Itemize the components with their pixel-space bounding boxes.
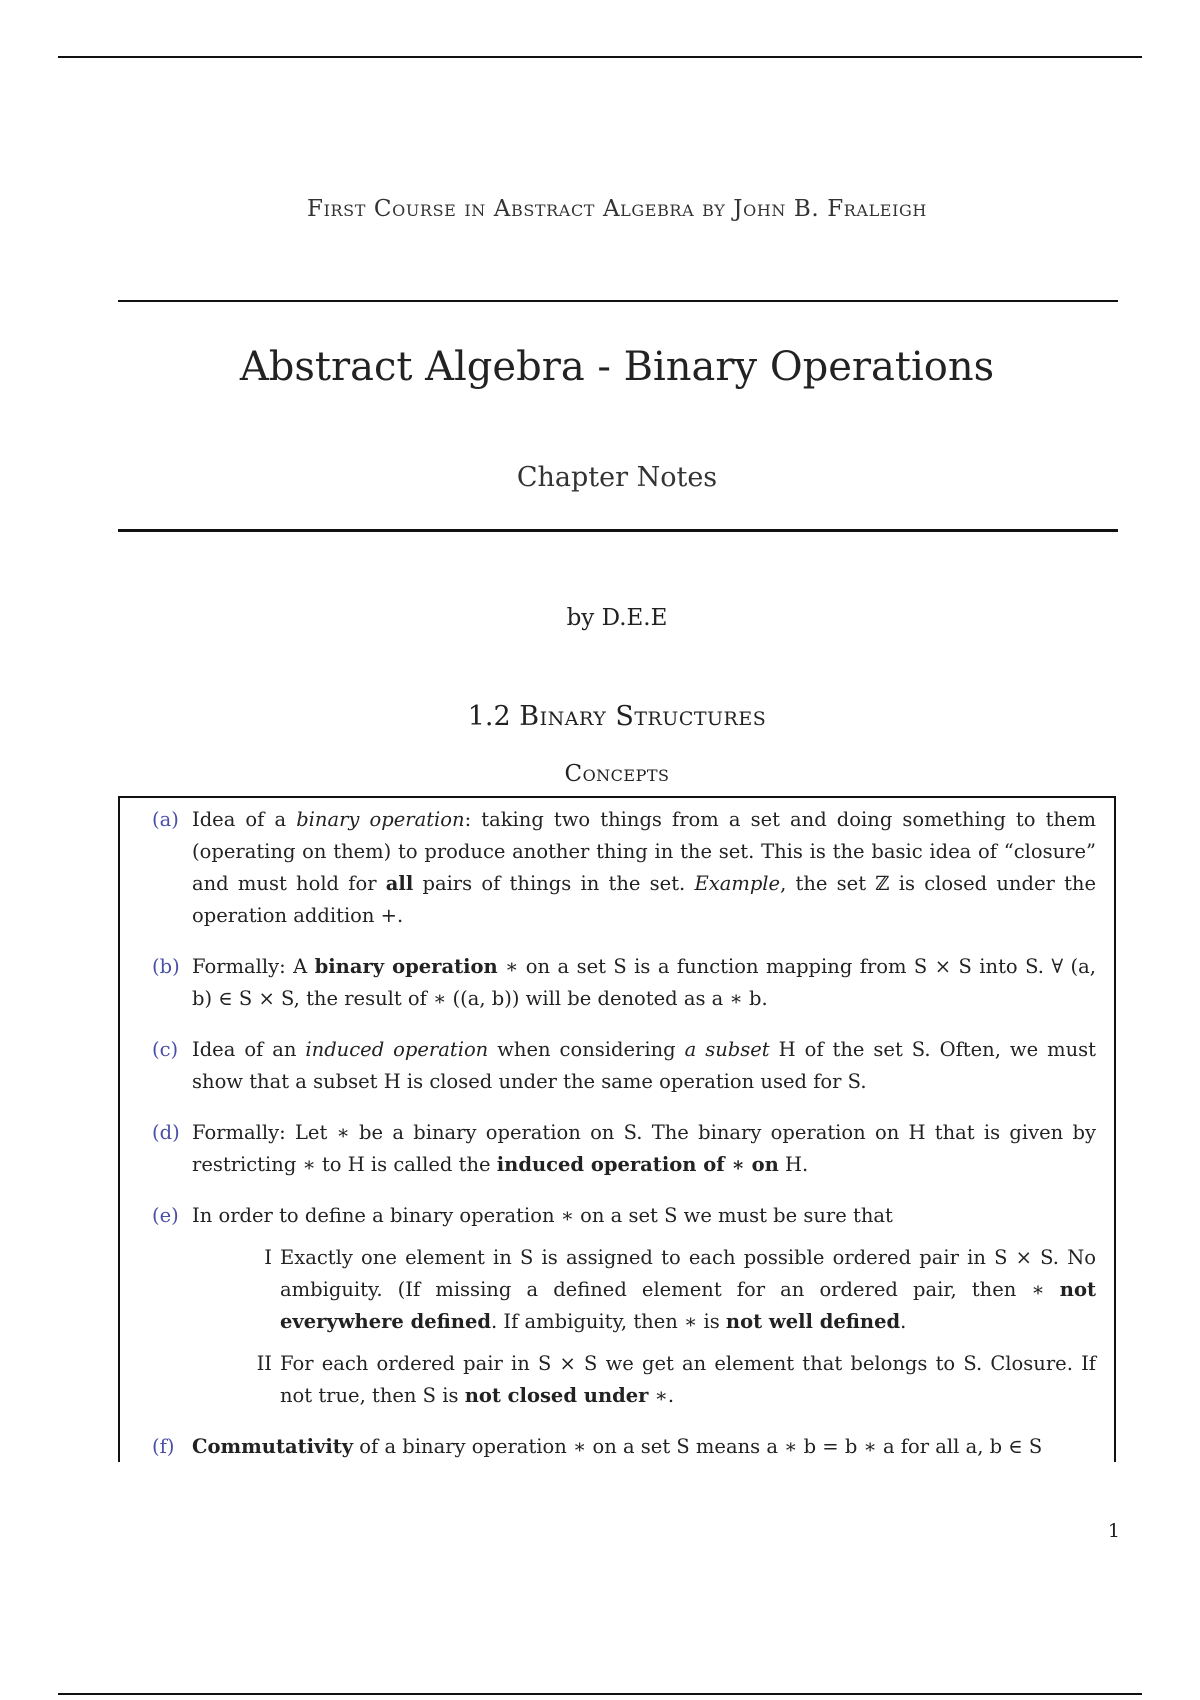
concept-item-d: (d) Formally: Let ∗ be a binary operation on S. The binary operation on H that is given by restricting ∗ to H is called the induced operation of ∗ on H. <box>152 1117 1096 1181</box>
concept-subitem-I: I Exactly one element in S is assigned to each possible ordered pair in S × S. No ambiguity. (If missing a defined element for an ordered pair, then ∗ not everywhere defined. If ambiguity, then ∗ is not well defined. <box>192 1242 1096 1338</box>
subitem-label: II <box>256 1352 272 1375</box>
concept-item-b: (b) Formally: A binary operation ∗ on a set S is a function mapping from S × S into S. ∀ (a, b) ∈ S × S, the result of ∗ ((a, b)) will be denoted as a ∗ b. <box>152 951 1096 1015</box>
item-label: (f) <box>152 1435 175 1458</box>
concept-item-e: (e) In order to define a binary operation ∗ on a set S we must be sure that I Exactly one element in S is assigned to each possible ordered pair in S × S. No ambiguity. (If missing a defined element for an ordered pair, then ∗ not everywhere defined. If ambiguity, then ∗ is not well defined. II For each ordered pair in S × S we get an element that belongs to S. Closure. If not true, then S is not closed under ∗. <box>152 1200 1096 1412</box>
section-title: Binary Structures <box>519 701 767 732</box>
bottom-page-rule <box>58 1693 1142 1695</box>
section-number: 1.2 <box>467 701 511 732</box>
concept-item-a: (a) Idea of a binary operation: taking two things from a set and doing something to them (operating on them) to produce another thing in the set. This is the basic idea of “closure” and must hold for all pairs of things in the set. Example, the set ℤ is closed under the operation addition +. <box>152 804 1096 932</box>
item-label: (e) <box>152 1204 179 1227</box>
concepts-subheading: Concepts <box>564 761 670 787</box>
title-rule-top <box>118 300 1118 302</box>
page-number: 1 <box>1107 1520 1120 1542</box>
concept-subitem-II: II For each ordered pair in S × S we get an element that belongs to S. Closure. If not true, then S is not closed under ∗. <box>192 1348 1096 1412</box>
concept-item-c: (c) Idea of an induced operation when considering a subset H of the set S. Often, we must show that a subset H is closed under the same operation used for S. <box>152 1034 1096 1098</box>
item-label: (d) <box>152 1121 180 1144</box>
page-title: Abstract Algebra - Binary Operations <box>239 344 995 390</box>
subitem-label: I <box>264 1246 272 1269</box>
book-title-header: First Course in Abstract Algebra by John B. Fraleigh <box>307 196 927 222</box>
section-heading <box>0 701 1200 732</box>
item-label: (c) <box>152 1038 179 1061</box>
concepts-list <box>152 804 1096 1482</box>
top-page-rule <box>58 56 1142 58</box>
item-label: (b) <box>152 955 180 978</box>
page-subtitle: Chapter Notes <box>516 462 718 493</box>
concept-item-f: (f) Commutativity of a binary operation ∗ on a set S means a ∗ b = b ∗ a for all a, b ∈ S <box>152 1431 1096 1463</box>
item-label: (a) <box>152 808 179 831</box>
title-rule-bottom <box>118 529 1118 532</box>
author-line: by D.E.E <box>566 605 668 631</box>
